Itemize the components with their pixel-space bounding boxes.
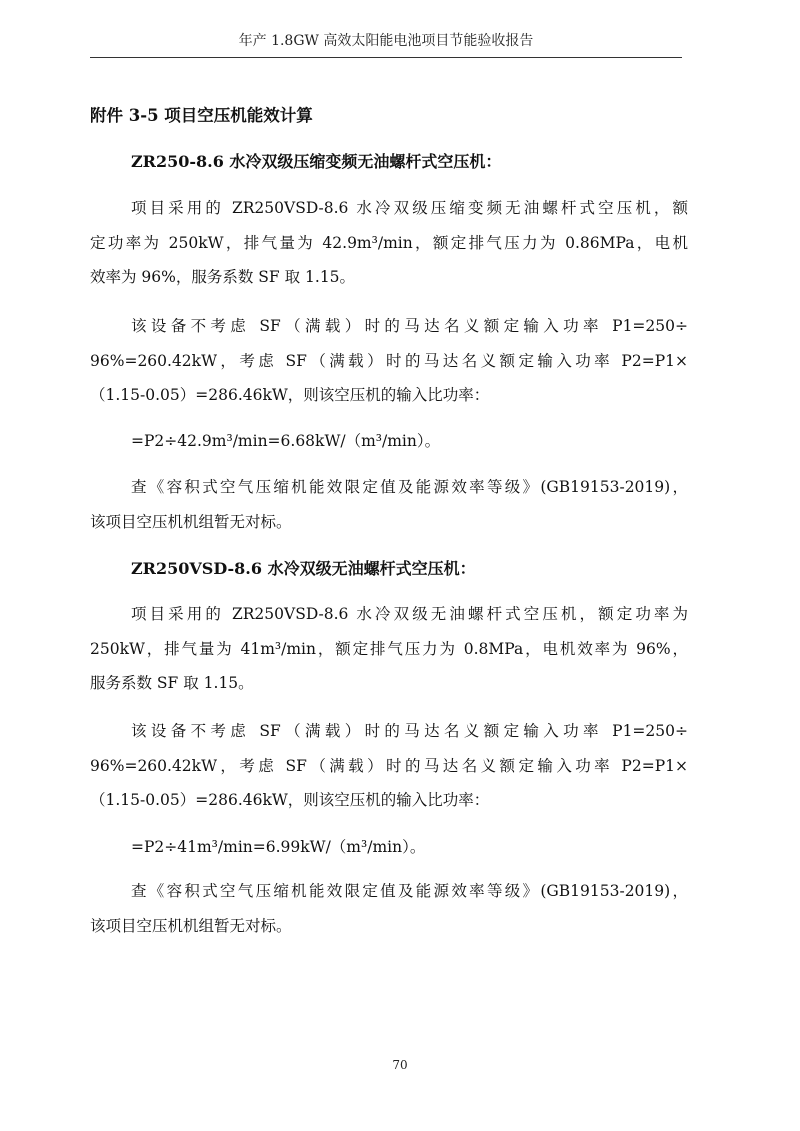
block-1-paragraph-1 <box>90 191 688 295</box>
text-line: 服务系数 SF 取 1.15。 <box>90 674 254 692</box>
text-line: 查《容积式空气压缩机能效限定值及能源效率等级》(GB19153-2019)， <box>131 882 688 900</box>
page-number: 70 <box>392 1058 408 1072</box>
page-header <box>90 31 682 58</box>
block-2-paragraph-3 <box>90 874 688 943</box>
block-2-paragraph-1 <box>90 597 688 701</box>
text-line: 250kW，排气量为 41m³/min，额定排气压力为 0.8MPa，电机效率为 96%， <box>90 639 688 658</box>
block-2-paragraph-2 <box>90 714 688 818</box>
block-2-heading: ZR250VSD-8.6 水冷双级无油螺杆式空压机： <box>131 559 476 578</box>
block-2-formula <box>90 830 688 865</box>
block-1-paragraph-2 <box>90 309 688 413</box>
text-line: 该设备不考虑 SF（满载）时的马达名义额定输入功率 P1=250÷ <box>131 722 688 740</box>
text-line: 项目采用的 ZR250VSD-8.6 水冷双级无油螺杆式空压机，额定功率为 <box>131 605 688 623</box>
text-line: 定功率为 250kW，排气量为 42.9m³/min，额定排气压力为 0.86MPa，电机 <box>90 233 688 252</box>
formula-line: =P2÷41m³/min=6.99kW/（m³/min）。 <box>131 838 426 856</box>
section-title: 附件 3-5 项目空压机能效计算 <box>90 106 313 125</box>
text-line: 96%=260.42kW，考虑 SF（满载）时的马达名义额定输入功率 P2=P1× <box>90 351 688 370</box>
text-line: 该设备不考虑 SF（满载）时的马达名义额定输入功率 P1=250÷ <box>131 317 688 335</box>
text-line: 该项目空压机机组暂无对标。 <box>90 512 292 531</box>
block-1-paragraph-3 <box>90 470 688 539</box>
text-line: （1.15-0.05）=286.46kW，则该空压机的输入比功率： <box>90 791 490 809</box>
text-line: （1.15-0.05）=286.46kW，则该空压机的输入比功率： <box>90 386 490 404</box>
text-line: 效率为 96%，服务系数 SF 取 1.15。 <box>90 268 356 286</box>
header-title: 年产 1.8GW 高效太阳能电池项目节能验收报告 <box>238 33 534 49</box>
text-line: 96%=260.42kW，考虑 SF（满载）时的马达名义额定输入功率 P2=P1× <box>90 756 688 775</box>
text-line: 项目采用的 ZR250VSD-8.6 水冷双级压缩变频无油螺杆式空压机，额 <box>131 199 688 217</box>
block-1-formula <box>90 424 688 459</box>
text-line: 查《容积式空气压缩机能效限定值及能源效率等级》(GB19153-2019)， <box>131 478 688 496</box>
block-1-heading: ZR250-8.6 水冷双级压缩变频无油螺杆式空压机： <box>131 152 502 171</box>
formula-line: =P2÷42.9m³/min=6.68kW/（m³/min）。 <box>131 432 441 450</box>
text-line: 该项目空压机机组暂无对标。 <box>90 916 292 935</box>
